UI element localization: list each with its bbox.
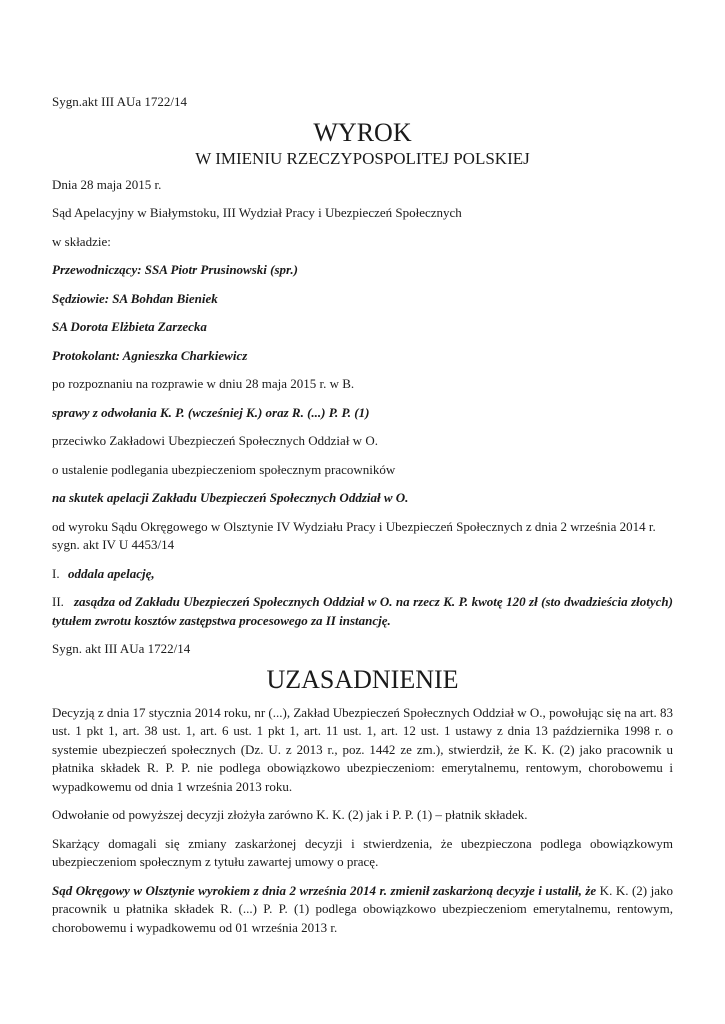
hearing-info: po rozpoznaniu na rozprawie w dniu 28 maja 2015 r. w B. [52,376,355,391]
case-parties: sprawy z odwołania K. P. (wcześniej K.) oraz R. (...) P. P. (1) [52,404,370,420]
ruling-item-2-text: zasądza od Zakładu Ubezpieczeń Społecznych Oddział w O. na rzecz K. P. kwotę 120 zł (sto dwadzieścia złotych) tytułem zwrotu kosztów zastępstwa procesowego za II instancję. [52,594,673,628]
court-clerk: Protokolant: Agnieszka Charkiewicz [52,347,248,363]
ruling-item-2-number: II. [52,594,64,609]
justification-paragraph-4-bold: Sąd Okręgowy w Olsztynie wyrokiem z dnia 2 września 2014 r. zmienił zaskarżoną decyzje i ustalił, że [52,882,597,898]
judge-second: SA Dorota Elżbieta Zarzecka [52,319,207,334]
case-subject: o ustalenie podlegania ubezpieczeniom społecznym pracowników [52,461,396,477]
justification-paragraph-2: Odwołanie od powyższej decyzji złożyła zarówno K. K. (2) jak i P. P. (1) – płatnik składek. [52,807,528,822]
case-signature: Sygn.akt III AUa 1722/14 [52,94,188,109]
justification-signature: Sygn. akt III AUa 1722/14 [52,641,191,656]
justification-title: UZASADNIENIE [266,664,459,694]
case-against: przeciwko Zakładowi Ubezpieczeń Społecznych Oddział w O. [52,433,378,448]
judges: Sędziowie: SA Bohdan Bieniek [52,290,218,306]
ruling-item-1 [52,565,673,584]
appeal-info: na skutek apelacji Zakładu Ubezpieczeń Społecznych Oddział w O. [52,490,409,505]
judgment-title: WYROK [313,117,412,147]
composition-label: w składzie: [52,233,111,249]
lower-court-judgment: od wyroku Sądu Okręgowego w Olsztynie IV Wydziału Pracy i Ubezpieczeń Społecznych z dnia 2 września 2014 r. sygn. akt IV U 4453/14 [52,518,656,552]
justification-paragraph-4-rest: K. K. (2) jako pracownik u płatnika składek R. (...) P. P. (1) podlega obowiązkowo ubezpieczeniom emerytalnemu, rentowym, chorobowemu i wypadkowemu od 01 września 2013 r. [52,882,673,935]
judgment-date: Dnia 28 maja 2015 r. [52,176,162,192]
ruling-item-1-text: oddala apelację, [68,565,155,581]
justification-paragraph-1: Decyzją z dnia 17 stycznia 2014 roku, nr (...), Zakład Ubezpieczeń Społecznych Oddział w O., powołując się na art. 83 ust. 1 pkt 1, art. 38 ust. 1, art. 6 ust. 1 pkt 1, art. 11 ust. 1, art. 12 ust. 1 ustawy z dnia 13 października 1998 r. o systemie ubezpieczeń społecznych (Dz. U. z 2013 r., poz. 1442 ze zm.), stwierdził, że K. K. (2) jako pracownik u płatnika składek R. P. P. nie podlega obowiązkowo ubezpieczeniom: emerytalnemu, rentowym, chorobowemu i wypadkowemu od dnia 1 września 2013 roku. [52,704,673,794]
court-name: Sąd Apelacyjny w Białymstoku, III Wydział Pracy i Ubezpieczeń Społecznych [52,205,462,220]
ruling-item-2 [52,593,673,630]
judgment-document [52,93,673,937]
justification-paragraph-4 [52,882,673,938]
ruling-item-1-number: I. [52,565,60,581]
presiding-judge: Przewodniczący: SSA Piotr Prusinowski (spr.) [52,262,298,277]
justification-paragraph-3: Skarżący domagali się zmiany zaskarżonej decyzji i stwierdzenia, że ubezpieczona podlega obowiązkowym ubezpieczeniom społecznym z tytułu zawartej umowy o pracę. [52,835,673,869]
judgment-subtitle: W IMIENIU RZECZYPOSPOLITEJ POLSKIEJ [195,148,530,168]
